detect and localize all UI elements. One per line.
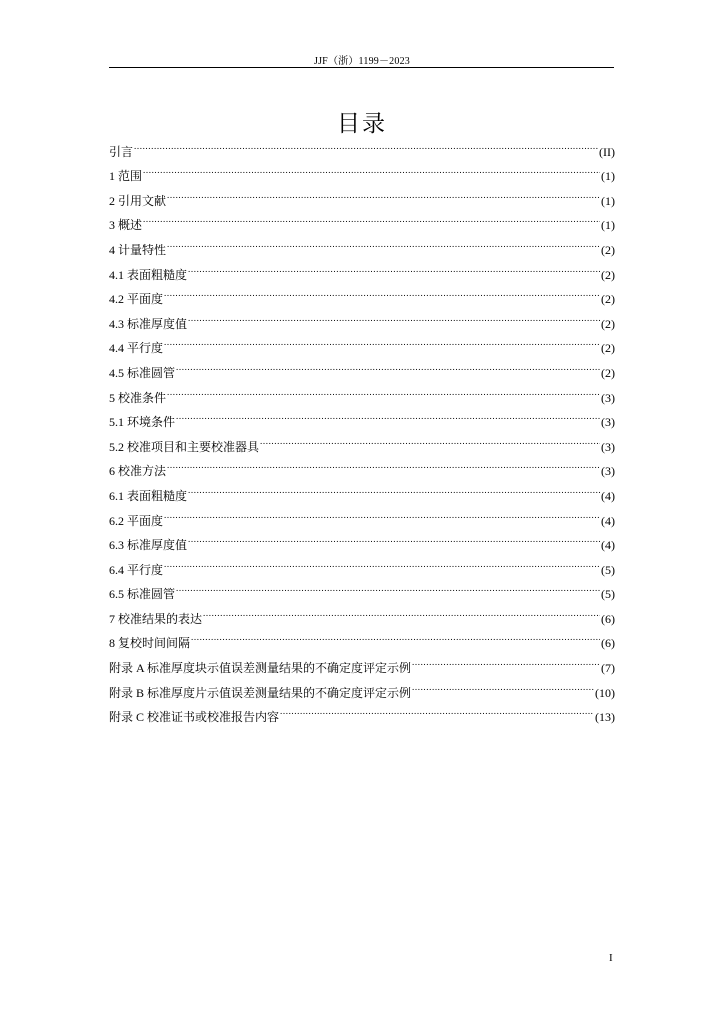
- toc-entry-label: 6.1 表面粗糙度: [109, 488, 188, 503]
- toc-entry-label: 附录 C 校准证书或校准报告内容: [109, 710, 280, 725]
- toc-entry-label: 4.4 平行度: [109, 341, 164, 356]
- table-of-contents: [109, 131, 615, 725]
- toc-dot-leader: [188, 254, 600, 279]
- toc-entry-page: (2): [601, 292, 615, 307]
- toc-entry-page: (4): [601, 488, 615, 503]
- toc-entry-page: (2): [601, 242, 615, 257]
- toc-dot-leader: [412, 672, 594, 697]
- toc-dot-leader: [191, 623, 600, 648]
- running-header: JJF（浙）1199－2023: [314, 56, 410, 67]
- toc-dot-leader: [280, 697, 594, 722]
- toc-dot-leader: [143, 205, 600, 230]
- toc-dot-leader: [176, 402, 600, 427]
- toc-entry[interactable]: [109, 500, 615, 528]
- toc-entry-page: (4): [601, 538, 615, 553]
- toc-entry-page: (1): [601, 193, 615, 208]
- toc-entry-page: (4): [601, 513, 615, 528]
- toc-dot-leader: [176, 574, 600, 599]
- toc-entry[interactable]: [109, 352, 615, 380]
- toc-entry[interactable]: [109, 598, 615, 626]
- toc-entry-label: 附录 B 标准厚度片示值误差测量结果的不确定度评定示例: [109, 685, 412, 700]
- toc-dot-leader: [164, 500, 600, 525]
- toc-entry-label: 1 范围: [109, 169, 143, 184]
- toc-entry-label: 6.2 平面度: [109, 513, 164, 528]
- toc-entry[interactable]: [109, 549, 615, 577]
- toc-dot-leader: [188, 525, 600, 550]
- toc-dot-leader: [143, 156, 600, 181]
- toc-entry-label: 5.2 校准项目和主要校准器具: [109, 439, 260, 454]
- toc-dot-leader: [164, 328, 600, 353]
- toc-entry[interactable]: [109, 131, 615, 159]
- toc-entry[interactable]: [109, 402, 615, 430]
- toc-entry-label: 4 计量特性: [109, 242, 167, 257]
- toc-dot-leader: [167, 451, 600, 476]
- toc-entry-page: (1): [601, 169, 615, 184]
- toc-entry-label: 6.5 标准圆管: [109, 587, 176, 602]
- toc-dot-leader: [164, 549, 600, 574]
- toc-entry[interactable]: [109, 475, 615, 503]
- toc-entry-label: 6.3 标准厚度值: [109, 538, 188, 553]
- toc-entry-label: 4.3 标准厚度值: [109, 316, 188, 331]
- toc-entry-page: (3): [601, 439, 615, 454]
- toc-entry[interactable]: [109, 180, 615, 208]
- toc-entry-page: (2): [601, 365, 615, 380]
- toc-dot-leader: [167, 180, 600, 205]
- toc-entry-label: 6 校准方法: [109, 464, 167, 479]
- toc-entry-label: 4.2 平面度: [109, 292, 164, 307]
- toc-entry[interactable]: [109, 303, 615, 331]
- toc-entry-label: 3 概述: [109, 218, 143, 233]
- toc-entry[interactable]: [109, 426, 615, 454]
- toc-entry-page: (2): [601, 316, 615, 331]
- toc-entry[interactable]: [109, 254, 615, 282]
- toc-entry-page: (6): [601, 636, 615, 651]
- toc-dot-leader: [412, 647, 600, 672]
- toc-entry-page: (3): [601, 415, 615, 430]
- toc-entry-page: (1): [601, 218, 615, 233]
- toc-dot-leader: [188, 475, 600, 500]
- toc-entry-page: (2): [601, 341, 615, 356]
- toc-entry[interactable]: [109, 525, 615, 553]
- toc-dot-leader: [134, 131, 598, 156]
- toc-entry-label: 附录 A 标准厚度块示值误差测量结果的不确定度评定示例: [109, 661, 412, 676]
- page-number: I: [609, 952, 613, 964]
- toc-dot-leader: [188, 303, 600, 328]
- toc-entry-page: (II): [599, 144, 615, 159]
- toc-entry[interactable]: [109, 377, 615, 405]
- page-title: 目录: [337, 111, 387, 138]
- toc-entry[interactable]: [109, 328, 615, 356]
- toc-entry[interactable]: [109, 574, 615, 602]
- toc-entry-label: 4.1 表面粗糙度: [109, 267, 188, 282]
- toc-dot-leader: [260, 426, 600, 451]
- toc-entry-page: (10): [595, 685, 615, 700]
- toc-entry-label: 5 校准条件: [109, 390, 167, 405]
- toc-entry[interactable]: [109, 229, 615, 257]
- toc-dot-leader: [164, 279, 600, 304]
- toc-entry-label: 5.1 环境条件: [109, 415, 176, 430]
- toc-dot-leader: [167, 377, 600, 402]
- toc-entry-label: 7 校准结果的表达: [109, 611, 203, 626]
- header-rule: [109, 67, 614, 68]
- toc-entry[interactable]: [109, 205, 615, 233]
- toc-entry-page: (5): [601, 587, 615, 602]
- toc-dot-leader: [167, 229, 600, 254]
- toc-entry-page: (2): [601, 267, 615, 282]
- toc-dot-leader: [176, 352, 600, 377]
- toc-entry-page: (3): [601, 390, 615, 405]
- toc-entry[interactable]: [109, 451, 615, 479]
- toc-entry-page: (7): [601, 661, 615, 676]
- toc-entry-page: (13): [595, 710, 615, 725]
- toc-entry[interactable]: [109, 279, 615, 307]
- toc-entry-label: 2 引用文献: [109, 193, 167, 208]
- toc-entry-page: (3): [601, 464, 615, 479]
- toc-entry-label: 引言: [109, 144, 134, 159]
- toc-entry[interactable]: [109, 156, 615, 184]
- toc-entry-label: 8 复校时间间隔: [109, 636, 191, 651]
- toc-dot-leader: [203, 598, 600, 623]
- toc-entry-page: (5): [601, 562, 615, 577]
- toc-entry-label: 6.4 平行度: [109, 562, 164, 577]
- toc-entry-page: (6): [601, 611, 615, 626]
- toc-entry-label: 4.5 标准圆管: [109, 365, 176, 380]
